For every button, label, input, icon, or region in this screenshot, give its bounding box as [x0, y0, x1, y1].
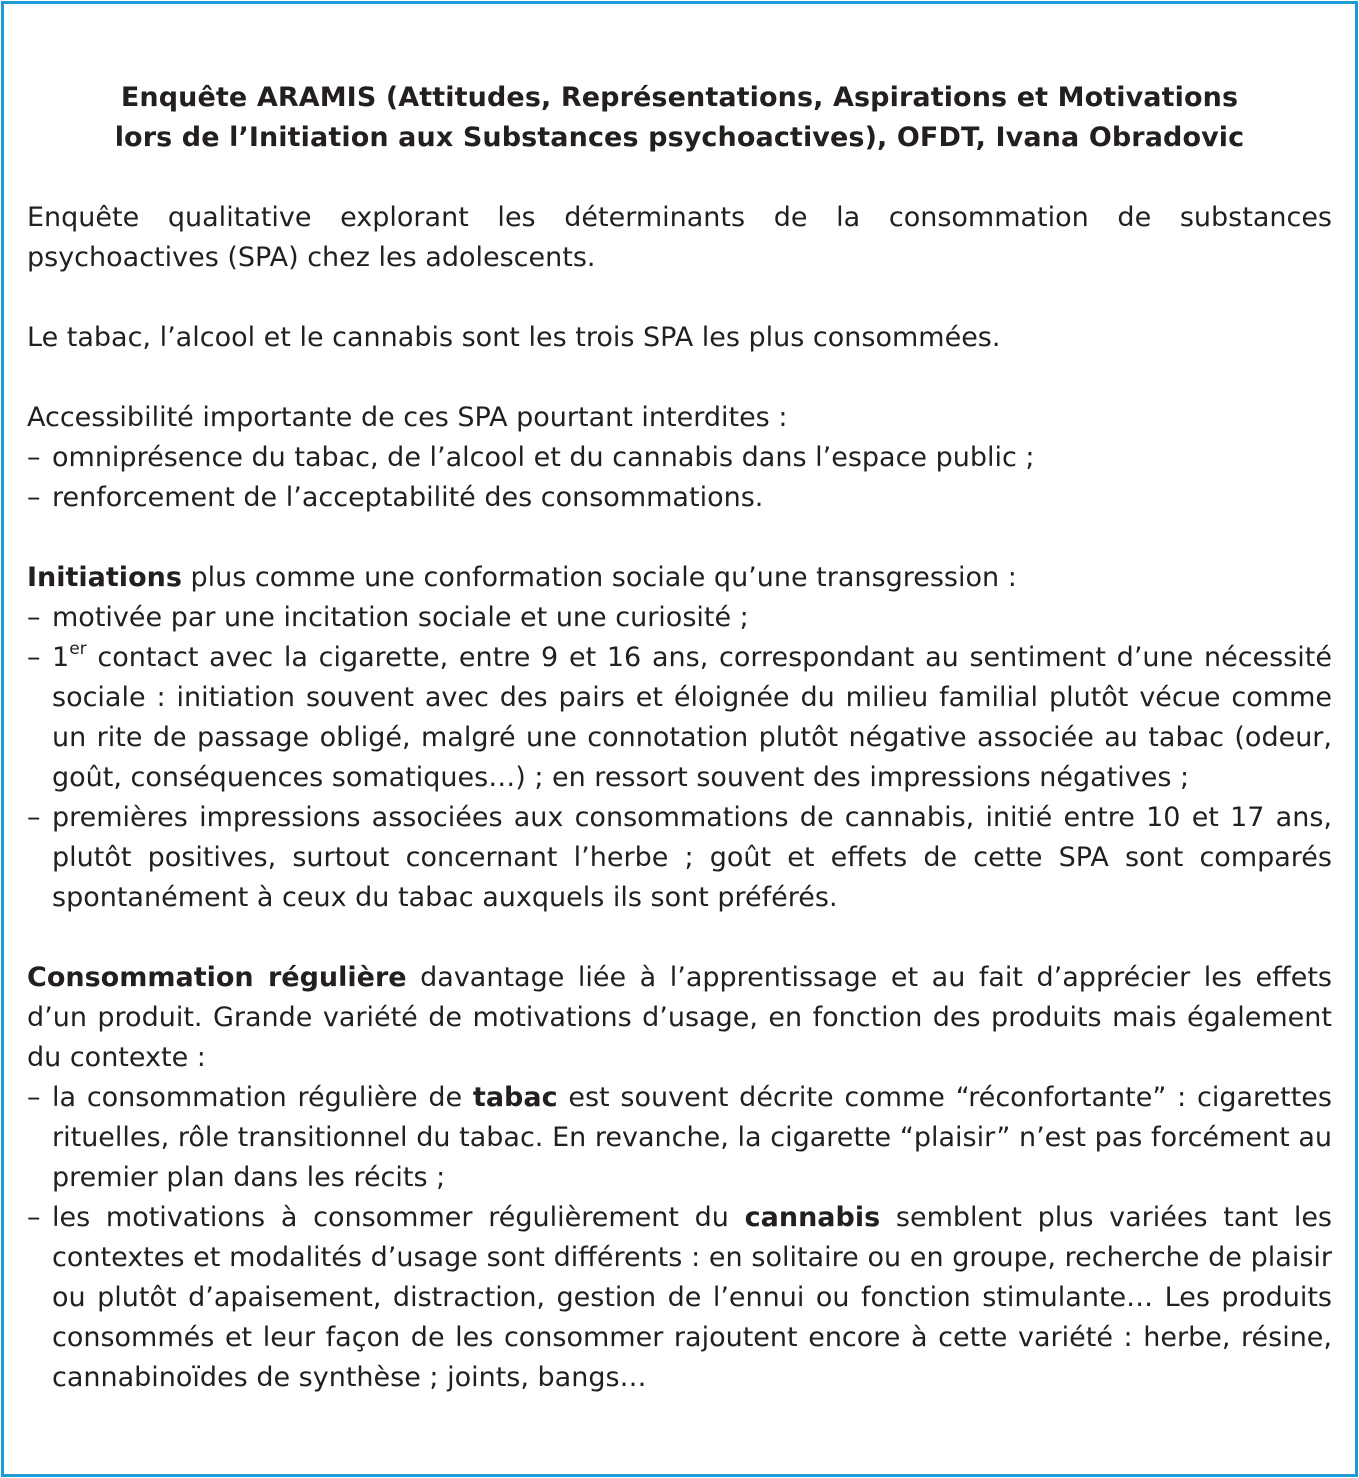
list-item-text: est souvent décrite comme “réconfortante” : cigarettes rituelles, rôle transitionnel du tabac. En revanche, la cigarette “plaisir” n’est pas forcément au premier plan dans les récits ;: [52, 1082, 1332, 1193]
regular-list: [27, 1078, 1332, 1398]
spacer: [27, 158, 1332, 198]
list-item-text: la consommation régulière de: [52, 1082, 473, 1113]
title-line-2: lors de l’Initiation aux Substances psychoactives), OFDT, Ivana Obradovic: [114, 122, 1245, 153]
title-line-1: Enquête ARAMIS (Attitudes, Représentations, Aspirations et Motivations: [120, 82, 1239, 113]
initiations-list: [27, 598, 1332, 918]
list-item-text: contact avec la cigarette, entre 9 et 16 ans, correspondant au sentiment d’une nécessité sociale : initiation souvent avec des pairs et éloignée du milieu familial plutôt vécue comme un rite de passage obligé, malgré une connotation plutôt négative associée au tabac (odeur, goût, conséquences somatiques…) ; en ressort souvent des impressions négatives ;: [52, 642, 1332, 793]
main-spa-paragraph: Le tabac, l’alcool et le cannabis sont les trois SPA les plus consommées.: [27, 322, 1001, 353]
list-item: – premières impressions associées aux consommations de cannabis, initié entre 10 et 17 ans, plutôt positives, surtout concernant l’herbe ; goût et effets de cette SPA sont comparés spontanément à ceux du tabac auxquels ils sont préférés.: [27, 798, 1332, 918]
spacer: [27, 278, 1332, 318]
list-item: [27, 1078, 1332, 1198]
spacer: [27, 358, 1332, 398]
list-item-text: semblent plus variées tant les contextes et modalités d’usage sont différents : en solitaire ou en groupe, recherche de plaisir ou plutôt d’apaisement, distraction, gestion de l’ennui ou fonction stimulante… Les produits consommés et leur façon de les consommer rajoutent encore à cette variété : herbe, résine, cannabinoïdes de synthèse ; joints, bangs…: [52, 1202, 1332, 1393]
initiations-heading: Initiations: [27, 562, 182, 593]
spacer: [27, 918, 1332, 958]
keyword-cannabis: cannabis: [744, 1202, 881, 1233]
regular-heading: Consommation régulière: [27, 962, 407, 993]
list-item: [27, 1198, 1332, 1398]
list-item-text: les motivations à consommer régulièrement du: [52, 1202, 745, 1233]
regular-lead-text: davantage liée à l’apprentissage et au fait d’apprécier les effets d’un produit. Grande variété de motivations d’usage, en fonction des produits mais également du contexte :: [27, 962, 1332, 1073]
document-body: [27, 78, 1332, 1398]
document-title: [27, 78, 1332, 158]
ordinal-suffix: er: [69, 639, 87, 659]
list-item: – renforcement de l’acceptabilité des consommations.: [27, 478, 1332, 518]
initiations-lead: [27, 558, 1332, 598]
initiations-lead-text: plus comme une conformation sociale qu’une transgression :: [181, 562, 1017, 593]
list-item: – omniprésence du tabac, de l’alcool et du cannabis dans l’espace public ;: [27, 438, 1332, 478]
list-item: [27, 638, 1332, 798]
accessibility-lead: Accessibilité importante de ces SPA pourtant interdites :: [27, 402, 788, 433]
intro-paragraph: Enquête qualitative explorant les déterminants de la consommation de substances psychoactives (SPA) chez les adolescents.: [27, 202, 1332, 273]
spacer: [27, 518, 1332, 558]
accessibility-list: [27, 438, 1332, 518]
list-item: – motivée par une incitation sociale et une curiosité ;: [27, 598, 1332, 638]
keyword-tabac: tabac: [472, 1082, 558, 1113]
regular-lead: [27, 958, 1332, 1078]
ordinal-number: 1: [52, 642, 70, 673]
